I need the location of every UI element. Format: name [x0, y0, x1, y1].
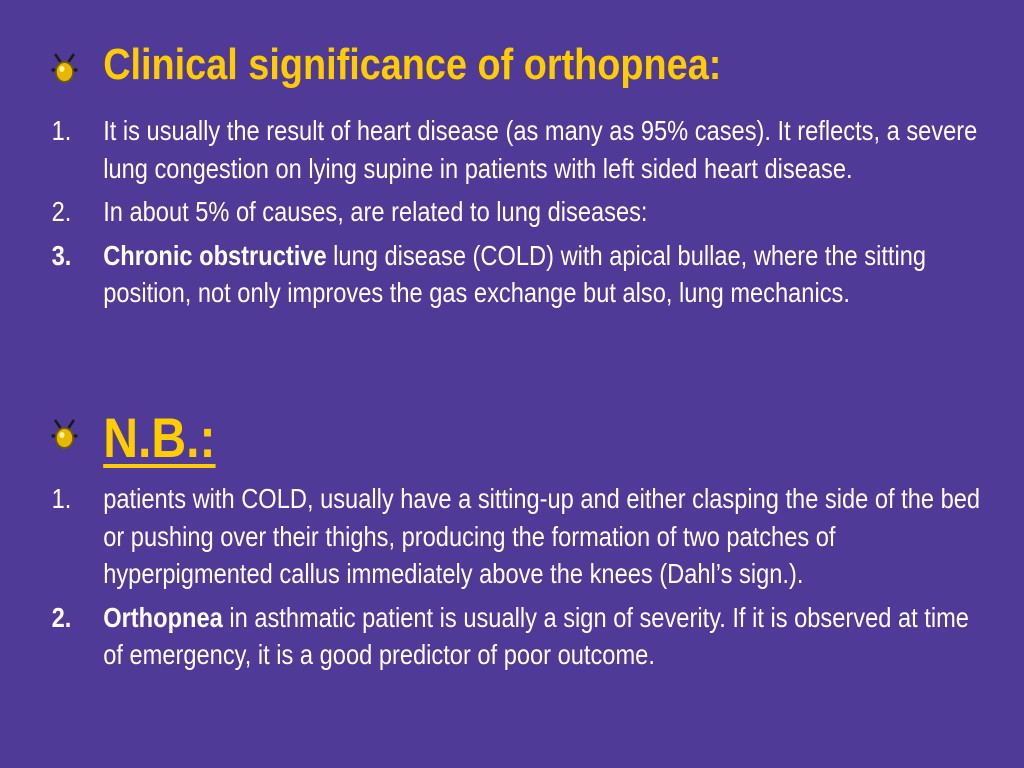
item-number: 2. — [51, 601, 72, 633]
list-item — [0, 480, 980, 593]
section-heading-nb: N.B.: — [103, 406, 216, 469]
item-text: It is usually the result of heart disease (as many as 95% cases). It reflects, a severe lung congestion on lying supine in patients with left sided heart disease. — [103, 115, 978, 184]
item-bold-text: Orthopnea — [103, 601, 223, 633]
item-bold-text: Chronic obstructive — [103, 239, 327, 271]
list-item — [0, 237, 980, 312]
item-number: 3. — [51, 239, 72, 271]
item-number: 2. — [51, 196, 72, 227]
section-heading-clinical: Clinical significance of orthopnea: — [103, 40, 722, 89]
ornamental-bullet-icon — [50, 418, 79, 452]
item-number: 1. — [51, 115, 72, 146]
list-item — [0, 599, 980, 674]
item-text: patients with COLD, usually have a sitting-up and either clasping the side of the bed or pushing over their thighs, producing the formation of two patches of hyperpigmented callus immediately above the knees (Dahl’s sign.). — [103, 483, 981, 589]
item-text: lung disease (COLD) with apical bullae, where the sitting position, not only improves the gas exchange but also, lung mechanics. — [103, 239, 927, 308]
item-text: in asthmatic patient is usually a sign of severity. If it is observed at time of emergency, it is a good predictor of poor outcome. — [103, 601, 969, 670]
item-number: 1. — [51, 483, 72, 514]
ornamental-bullet-icon — [50, 52, 79, 86]
list-item — [0, 112, 980, 187]
item-text: In about 5% of causes, are related to lung diseases: — [103, 196, 648, 227]
nb-list — [0, 480, 980, 680]
clinical-list — [0, 112, 980, 318]
list-item — [0, 193, 980, 231]
